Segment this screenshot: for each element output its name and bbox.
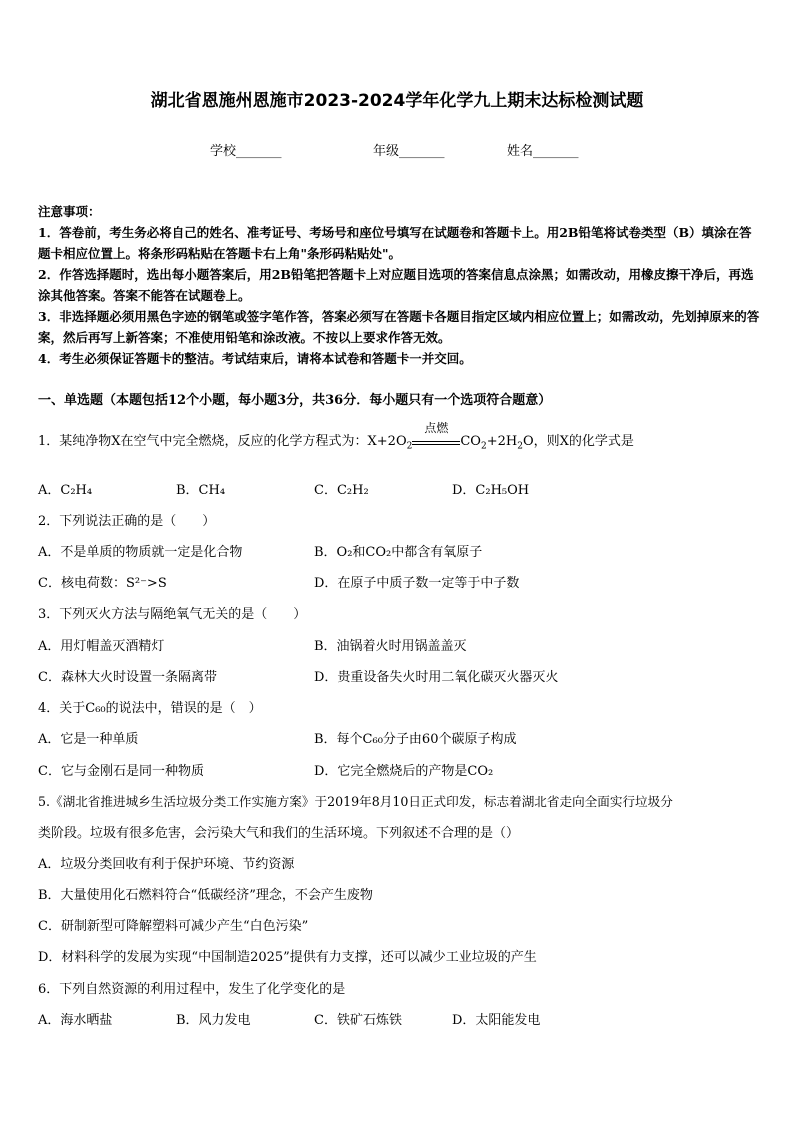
reaction-arrow xyxy=(412,421,460,445)
q5-option-d[interactable]: D．材料科学的发展为实现“中国制造2025”提供有力支撑，还可以减少工业垃圾的产生 xyxy=(38,950,537,965)
question-3: 3．下列灭火方法与隔绝氧气无关的是（ ） xyxy=(38,607,307,622)
q6-option-c[interactable]: C．铁矿石炼铁 xyxy=(314,1013,402,1028)
question-4: 4．关于C₆₀的说法中，错误的是（ ） xyxy=(38,701,262,716)
q4-option-d[interactable]: D．它完全燃烧后的产物是CO₂ xyxy=(314,764,494,779)
notice-item-4: 4．考生必须保证答题卡的整洁。考试结束后，请将本试卷和答题卡一并交回。 xyxy=(38,351,472,366)
q1-option-d[interactable]: D．C₂H₅OH xyxy=(452,483,530,498)
question-6: 6．下列自然资源的利用过程中，发生了化学变化的是 xyxy=(38,982,346,997)
chemical-equation: $X+2O_2$ 点燃 $CO_2+2H_2O$ xyxy=(367,421,534,452)
name-field: 姓名_______ xyxy=(507,144,579,159)
q2-option-a[interactable]: A．不是单质的物质就一定是化合物 xyxy=(38,545,243,560)
q2-option-c[interactable]: C．核电荷数：S²⁻>S xyxy=(38,576,167,591)
notice-item-3: 3．非选择题必须用黑色字迹的钢笔或签字笔作答，答案必须写在答题卡各题目指定区域内相应位置上；如需改动，先划掉原来的答案，然后再写上新答案；不准使用铅笔和涂改液。不按以上要求作答无效。 xyxy=(38,309,760,345)
q3-option-c[interactable]: C．森林大火时设置一条隔离带 xyxy=(38,670,217,685)
reaction-condition: 点燃 xyxy=(424,421,449,435)
q4-option-b[interactable]: B．每个C₆₀分子由60个碳原子构成 xyxy=(314,732,517,747)
q3-option-d[interactable]: D．贵重设备失火时用二氧化碳灭火器灭火 xyxy=(314,670,559,685)
question-5-line-1: 5.《湖北省推进城乡生活垃圾分类工作实施方案》于2019年8月10日正式印发，标志着湖北省走向全面实行垃圾分 xyxy=(38,794,673,809)
school-field: 学校_______ xyxy=(210,144,282,159)
notice-item-2: 2．作答选择题时，选出每小题答案后，用2B铅笔把答题卡上对应题目选项的答案信息点涂黑；如需改动，用橡皮擦干净后，再选涂其他答案。答案不能答在试题卷上。 xyxy=(38,267,754,303)
q5-option-a[interactable]: A．垃圾分类回收有利于保护环境、节约资源 xyxy=(38,857,295,872)
q2-option-d[interactable]: D．在原子中质子数一定等于中子数 xyxy=(314,576,520,591)
question-1-tail: ，则X的化学式是 xyxy=(533,434,634,449)
question-5-line-2: 类阶段。垃圾有很多危害，会污染大气和我们的生活环境。下列叙述不合理的是（） xyxy=(38,826,520,841)
q1-option-a[interactable]: A．C₂H₄ xyxy=(38,483,93,498)
q4-option-a[interactable]: A．它是一种单质 xyxy=(38,732,139,747)
q3-option-a[interactable]: A．用灯帽盖灭酒精灯 xyxy=(38,639,165,654)
q3-option-b[interactable]: B．油锅着火时用锅盖盖灭 xyxy=(314,639,467,654)
q5-option-b[interactable]: B．大量使用化石燃料符合“低碳经济”理念，不会产生废物 xyxy=(38,888,373,903)
question-1-stem: 1．某纯净物X在空气中完全燃烧，反应的化学方程式为： xyxy=(38,434,368,449)
question-1 xyxy=(38,421,634,452)
question-2: 2．下列说法正确的是（ ） xyxy=(38,514,216,529)
q6-option-d[interactable]: D．太阳能发电 xyxy=(452,1013,541,1028)
q1-option-b[interactable]: B．CH₄ xyxy=(176,483,226,498)
q6-option-b[interactable]: B．风力发电 xyxy=(176,1013,251,1028)
q4-option-c[interactable]: C．它与金刚石是同一种物质 xyxy=(38,764,204,779)
q1-option-c[interactable]: C．C₂H₂ xyxy=(314,483,369,498)
grade-field: 年级_______ xyxy=(373,144,445,159)
notice-item-1: 1．答卷前，考生务必将自己的姓名、准考证号、考场号和座位号填写在试题卷和答题卡上。用2B铅笔将试卷类型（B）填涂在答题卡相应位置上。将条形码粘贴在答题卡右上角"条形码粘贴处"。 xyxy=(38,225,752,261)
q6-option-a[interactable]: A．海水晒盐 xyxy=(38,1013,113,1028)
section-heading: 一、单选题（本题包括12个小题，每小题3分，共36分．每小题只有一个选项符合题意） xyxy=(38,393,552,408)
page-title: 湖北省恩施州恩施市2023-2024学年化学九上期末达标检测试题 xyxy=(150,91,644,111)
notice-heading: 注意事项： xyxy=(38,204,101,219)
q2-option-b[interactable]: B．O₂和CO₂中都含有氧原子 xyxy=(314,545,483,560)
q5-option-c[interactable]: C．研制新型可降解塑料可减少产生“白色污染” xyxy=(38,919,309,934)
